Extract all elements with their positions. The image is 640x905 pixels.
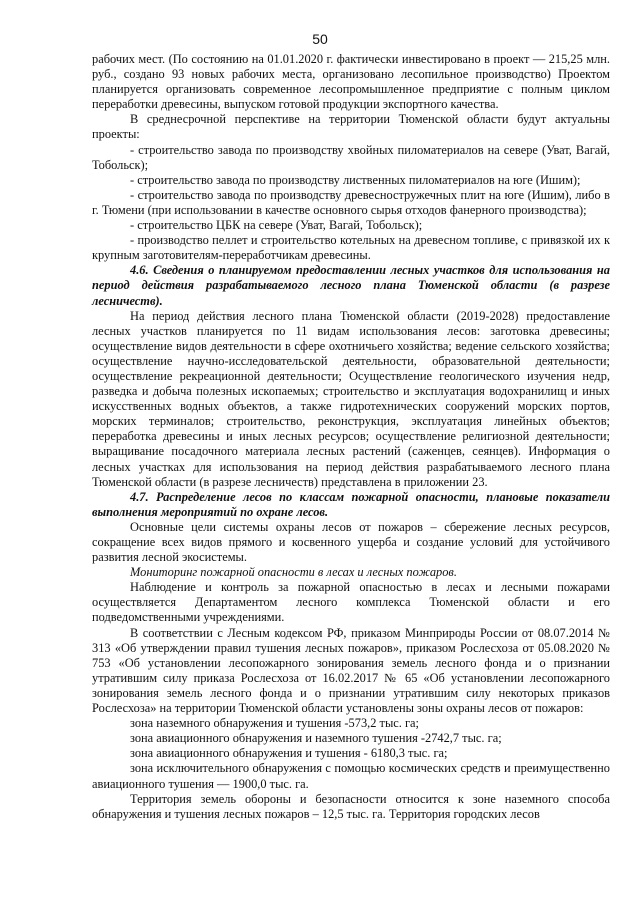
zone-item: зона авиационного обнаружения и наземного тушения -2742,7 тыс. га;: [130, 731, 502, 746]
zone-item: зона наземного обнаружения и тушения -573,2 тыс. га;: [130, 716, 419, 731]
paragraph: Территория земель обороны и безопасности относится к зоне наземного способа обнаружения и тушения лесных пожаров – 12,5 тыс. га. Территория городских лесов: [92, 791, 610, 821]
section-heading-4-6: 4.6. Сведения о планируемом предоставлении лесных участков для использования на период действия разрабатываемого лесного плана Тюменской области (в разрезе лесничеств).: [92, 263, 610, 308]
zone-item: зона авиационного обнаружения и тушения - 6180,3 тыс. га;: [130, 746, 448, 761]
list-item: - строительство завода по производству лиственных пиломатериалов на юге (Ишим);: [130, 172, 581, 187]
paragraph: В соответствии с Лесным кодексом РФ, приказом Минприроды России от 08.07.2014 № 313 «Об утверждении правил тушения лесных пожаров», приказом Рослесхоза от 05.08.2020 № 753 «Об установлении лесопожарного зонирования земель лесного фонда и о признании утратившим силу приказа Рослесхоза от 16.02.2017 № 65 «Об установлении лесопожарного зонирования земель лесного фонда и о признании утратившим силу некоторых приказов Рослесхоза» на территории Тюменской области установлены зоны охраны лесов от пожаров:: [92, 625, 610, 716]
paragraph: В среднесрочной перспективе на территории Тюменской области будут актуальны проекты:: [92, 112, 610, 142]
zone-item: зона исключительного обнаружения с помощью космических средств и преимущественно авиационного тушения — 1900,0 тыс. га.: [92, 761, 610, 791]
section-heading-4-7: 4.7. Распределение лесов по классам пожарной опасности, плановые показатели выполнения мероприятий по охране лесов.: [92, 489, 610, 519]
paragraph: Наблюдение и контроль за пожарной опасностью в лесах и лесными пожарами осуществляется Департаментом лесного комплекса Тюменской области и его подведомственными учреждениями.: [92, 580, 610, 625]
list-item: - строительство ЦБК на севере (Уват, Вагай, Тобольск);: [130, 218, 423, 233]
list-item: - строительство завода по производству хвойных пиломатериалов на севере (Уват, Вагай, Тобольск);: [92, 142, 610, 172]
list-item: - строительство завода по производству древесностружечных плит на юге (Ишим), либо в г. Тюмени (при использовании в качестве основного сырья отходов фанерного производства);: [92, 187, 610, 217]
document-body: [92, 52, 610, 822]
subheading: Мониторинг пожарной опасности в лесах и лесных пожаров.: [130, 565, 457, 580]
paragraph: рабочих мест. (По состоянию на 01.01.2020 г. фактически инвестировано в проект — 215,25 млн. руб., создано 93 новых рабочих места, организовано лесопильное производство) Проектом планируется организовать современное лесопромышленное предприятие с полным циклом переработки древесины, выпуском готовой продукции экспортного качества.: [92, 52, 610, 112]
list-item: - производство пеллет и строительство котельных на древесном топливе, с привязкой их к крупным заготовителям-переработчикам древесины.: [92, 233, 610, 263]
page-number: 50: [312, 31, 328, 47]
paragraph: Основные цели системы охраны лесов от пожаров – сбережение лесных ресурсов, сокращение всех видов прямого и косвенного ущерба и создание условий для устойчивого развития лесной экосистемы.: [92, 519, 610, 565]
paragraph: На период действия лесного плана Тюменской области (2019-2028) предоставление лесных участков планируется по 11 видам использования лесов: заготовка древесины; осуществление видов деятельности в сфере охотничьего хозяйства; ведение сельского хозяйства; осуществление научно-исследовательской деятельности, образовательной деятельности; осуществление рекреационной деятельности; Осуществление геологического изучения недр, разведка и добыча полезных ископаемых; строительство и эксплуатация водохранилищ и иных искусственных водных объектов, а также гидротехнических сооружений морских портов, морских терминалов; строительство, реконструкция, эксплуатация линейных объектов; переработка древесины и иных лесных ресурсов; осуществление религиозной деятельности; выращивание посадочного материала лесных растений (саженцев, сеянцев). Информация о лесных участках для использования на период действия разрабатываемого лесного плана Тюменской области (в разрезе лесничеств) представлена в приложении 23.: [92, 308, 610, 489]
